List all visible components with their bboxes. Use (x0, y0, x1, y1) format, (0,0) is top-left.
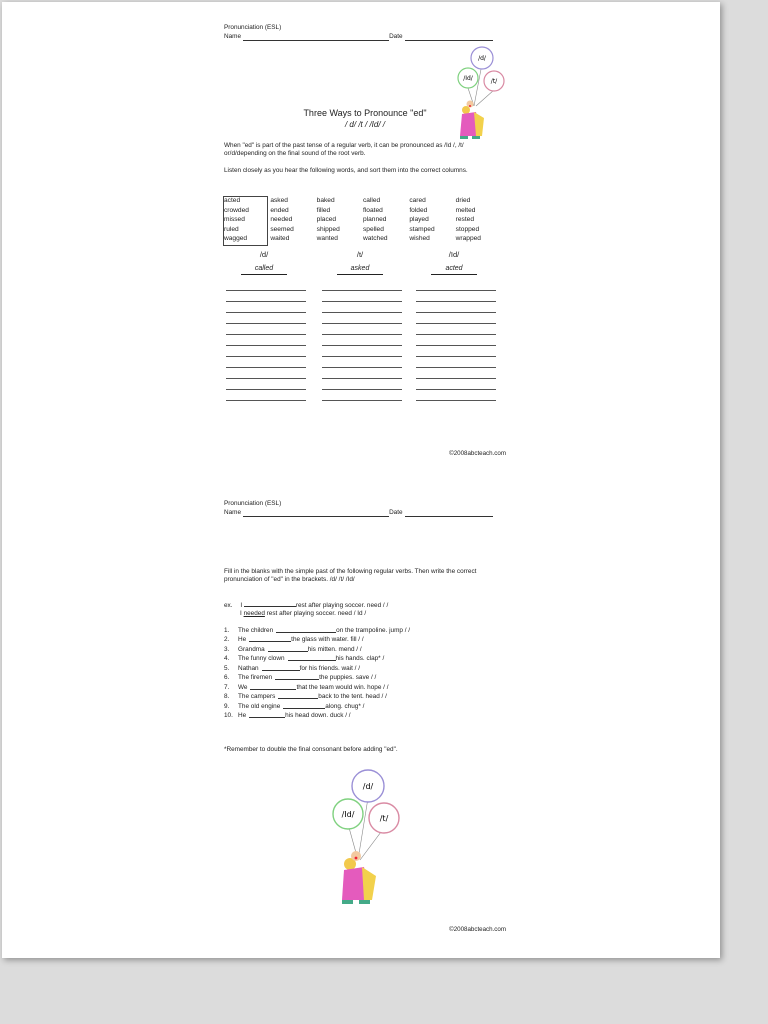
answer-line[interactable] (416, 302, 496, 313)
balloon-label: /Id/ (341, 810, 355, 819)
column-symbol: /t/ (356, 250, 364, 259)
word-bank-word: planned (362, 216, 387, 224)
column-id (414, 250, 494, 275)
answer-line[interactable] (322, 302, 402, 313)
word-bank-word: stopped (455, 225, 480, 233)
item-subject: Nathan (238, 664, 259, 672)
answer-line[interactable] (322, 335, 402, 346)
answer-line[interactable] (226, 324, 306, 335)
answer-blank[interactable] (275, 673, 319, 680)
item-text: his head down. duck / / (285, 712, 351, 720)
item-number: 9. (224, 702, 230, 710)
item-subject: He (238, 636, 247, 644)
copyright-text: ©2008abcteach.com (449, 450, 506, 457)
item-number: 3. (224, 645, 230, 653)
column-symbol: /Id/ (448, 250, 460, 259)
balloon-label: /Id/ (463, 75, 473, 82)
answer-line[interactable] (416, 291, 496, 302)
word-bank-word: baked (316, 197, 335, 204)
word-bank-word: needed (270, 216, 293, 224)
word-bank-word: missed (224, 216, 245, 224)
answer-line[interactable] (322, 280, 402, 291)
answer-line[interactable] (416, 324, 496, 335)
subject-label: Pronunciation (ESL) (224, 500, 282, 507)
word-bank-word: dried (455, 197, 471, 204)
name-date-line (224, 509, 506, 517)
column-d (224, 250, 304, 275)
word-bank-word: wanted (316, 235, 338, 243)
exercise-item (224, 654, 506, 663)
example-subject: I (240, 602, 243, 609)
column-example: asked (337, 265, 384, 275)
exercise-item (224, 626, 506, 635)
answer-line[interactable] (416, 346, 496, 357)
word-bank-word: crowded (224, 206, 249, 214)
answer-line[interactable] (416, 357, 496, 368)
item-text: the glass with water. fill / / (291, 636, 364, 644)
copyright-text: ©2008abcteach.com (449, 926, 506, 933)
word-bank-outline (223, 196, 268, 246)
word-bank-word: watched (362, 235, 388, 243)
exercise-item (224, 635, 506, 644)
answer-lines-d (226, 280, 306, 401)
item-subject: The firemen (238, 674, 273, 682)
word-bank-word: called (362, 197, 381, 204)
sound-symbols: / d/ /t / /Id/ / (344, 120, 385, 129)
item-number: 1. (224, 627, 230, 634)
date-label: Date (389, 509, 403, 516)
balloon-label: /t/ (379, 814, 389, 823)
exercise-item (224, 711, 506, 720)
answer-line[interactable] (226, 368, 306, 379)
answer-blank[interactable] (288, 654, 336, 661)
answer-line[interactable] (322, 357, 402, 368)
example-line-2 (224, 610, 506, 618)
answer-line[interactable] (416, 313, 496, 324)
date-blank (405, 510, 493, 517)
word-bank-word: filled (316, 206, 331, 214)
word-bank-word: ended (270, 206, 289, 214)
word-bank-word: acted (224, 197, 241, 204)
item-number: 5. (224, 664, 230, 672)
answer-line[interactable] (226, 346, 306, 357)
column-example: acted (431, 265, 476, 275)
instructions-text: Listen closely as you hear the following words, and sort them into the correct columns. (224, 167, 468, 174)
answer-lines-id (416, 280, 496, 401)
answer-line[interactable] (226, 291, 306, 302)
answer-line[interactable] (226, 313, 306, 324)
item-text: the puppies. save / / (319, 674, 377, 682)
worksheet-title: Three Ways to Pronounce "ed" (303, 108, 427, 118)
answer-blank[interactable] (250, 683, 296, 690)
item-text: his hands. clap* / (335, 655, 385, 663)
item-number: 2. (224, 636, 230, 644)
instructions-text: Fill in the blanks with the simple past of the following regular verbs. Then write the correct pronunciation of "ed" in the brackets. /d/ /t/ /Id/ (224, 568, 477, 583)
balloon-label: /d/ (362, 782, 374, 791)
answer-line[interactable] (322, 313, 402, 324)
answer-line[interactable] (322, 346, 402, 357)
example-text: rest after playing soccer. need / Id / (266, 610, 367, 617)
subject-label: Pronunciation (ESL) (224, 24, 282, 31)
item-text: on the trampoline. jump / / (336, 627, 411, 634)
name-label: Name (224, 509, 242, 516)
word-bank-word: shipped (316, 225, 340, 233)
item-text: his mitten. mend / / (307, 645, 362, 653)
example-line-1 (224, 600, 506, 610)
answer-line[interactable] (416, 280, 496, 291)
column-symbol: /d/ (259, 250, 269, 259)
item-number: 8. (224, 693, 230, 701)
exercise-list (224, 626, 506, 721)
word-bank-word: melted (455, 206, 476, 214)
document-sheet (2, 2, 720, 958)
clown-balloons-icon (328, 768, 408, 908)
name-blank (243, 510, 389, 517)
example-subject: I (240, 610, 242, 617)
exercise-item (224, 645, 506, 654)
item-text: back to the tent. head / / (318, 693, 387, 701)
answer-line[interactable] (416, 368, 496, 379)
item-subject: The campers (238, 693, 276, 701)
word-bank-word: cared (409, 197, 426, 204)
example-text: rest after playing soccer. need / / (295, 602, 389, 609)
worksheet-page-2 (224, 500, 506, 940)
word-bank-word: floated (362, 206, 383, 214)
answer-blank[interactable] (276, 626, 336, 633)
name-date-line (224, 33, 506, 41)
column-example: called (241, 265, 287, 275)
answer-blank[interactable] (262, 664, 300, 671)
answer-line[interactable] (226, 390, 306, 401)
intro-text: When "ed" is part of the past tense of a regular verb, it can be pronounced as /Id /, /t/ or/d/depending on the final sound of the root verb. (224, 142, 464, 157)
item-number: 4. (224, 655, 230, 663)
word-bank (224, 196, 502, 244)
word-bank-word: wished (409, 235, 430, 243)
answer-line[interactable] (226, 280, 306, 291)
word-bank-word: folded (409, 206, 428, 214)
word-bank-word: waited (270, 235, 290, 243)
word-bank-word: placed (316, 216, 337, 224)
exercise-item (224, 683, 506, 692)
answer-blank[interactable] (278, 692, 318, 699)
answer-line[interactable] (322, 324, 402, 335)
item-text: along. chug* / (325, 702, 365, 710)
reminder-text: *Remember to double the final consonant before adding "ed". (224, 746, 398, 753)
answer-line[interactable] (322, 368, 402, 379)
answer-line[interactable] (322, 291, 402, 302)
word-bank-word: played (409, 216, 429, 224)
balloon-label: /d/ (478, 55, 486, 62)
word-bank-word: ruled (224, 225, 239, 233)
example-label: ex. (224, 602, 233, 609)
answer-line[interactable] (226, 302, 306, 313)
balloon-label: /t/ (490, 78, 498, 85)
answer-line[interactable] (416, 390, 496, 401)
item-number: 6. (224, 674, 230, 682)
word-bank-word: asked (270, 197, 288, 204)
answer-blank[interactable] (283, 702, 325, 709)
answer-blank[interactable] (249, 635, 291, 642)
word-bank-word: wrapped (455, 235, 481, 243)
exercise-item (224, 702, 506, 711)
example-block (224, 600, 506, 618)
name-blank (243, 34, 389, 41)
exercise-item (224, 664, 506, 673)
answer-blank[interactable] (249, 711, 285, 718)
answer-line[interactable] (416, 335, 496, 346)
item-number: 7. (224, 683, 230, 691)
answer-line[interactable] (226, 379, 306, 390)
item-subject: The children (238, 627, 274, 634)
word-bank-word: seemed (270, 225, 294, 233)
word-bank-word: wagged (224, 235, 248, 243)
item-subject: He (238, 712, 247, 720)
item-subject: Grandma (238, 645, 265, 653)
answer-lines-t (322, 280, 402, 401)
date-blank (405, 34, 493, 41)
word-bank-word: rested (455, 216, 474, 224)
answer-line[interactable] (322, 379, 402, 390)
answer-line[interactable] (322, 390, 402, 401)
answer-line[interactable] (416, 379, 496, 390)
item-number: 10. (224, 712, 233, 720)
item-subject: We (238, 683, 248, 691)
example-blank (244, 600, 296, 607)
item-text: that the team would win. hope / / (296, 683, 389, 691)
item-subject: The funny clown (238, 655, 285, 663)
answer-line[interactable] (226, 335, 306, 346)
date-label: Date (389, 33, 403, 40)
name-label: Name (224, 33, 242, 40)
word-bank-word: stamped (409, 225, 435, 233)
item-text: for his friends. wait / / (299, 664, 360, 672)
word-bank-word: spelled (362, 225, 384, 233)
worksheet-page-1 (224, 24, 506, 464)
exercise-item (224, 673, 506, 682)
exercise-item (224, 692, 506, 701)
example-answer: needed (243, 610, 265, 617)
answer-line[interactable] (226, 357, 306, 368)
item-subject: The old engine (238, 702, 281, 710)
answer-blank[interactable] (268, 645, 308, 652)
column-t (320, 250, 400, 275)
